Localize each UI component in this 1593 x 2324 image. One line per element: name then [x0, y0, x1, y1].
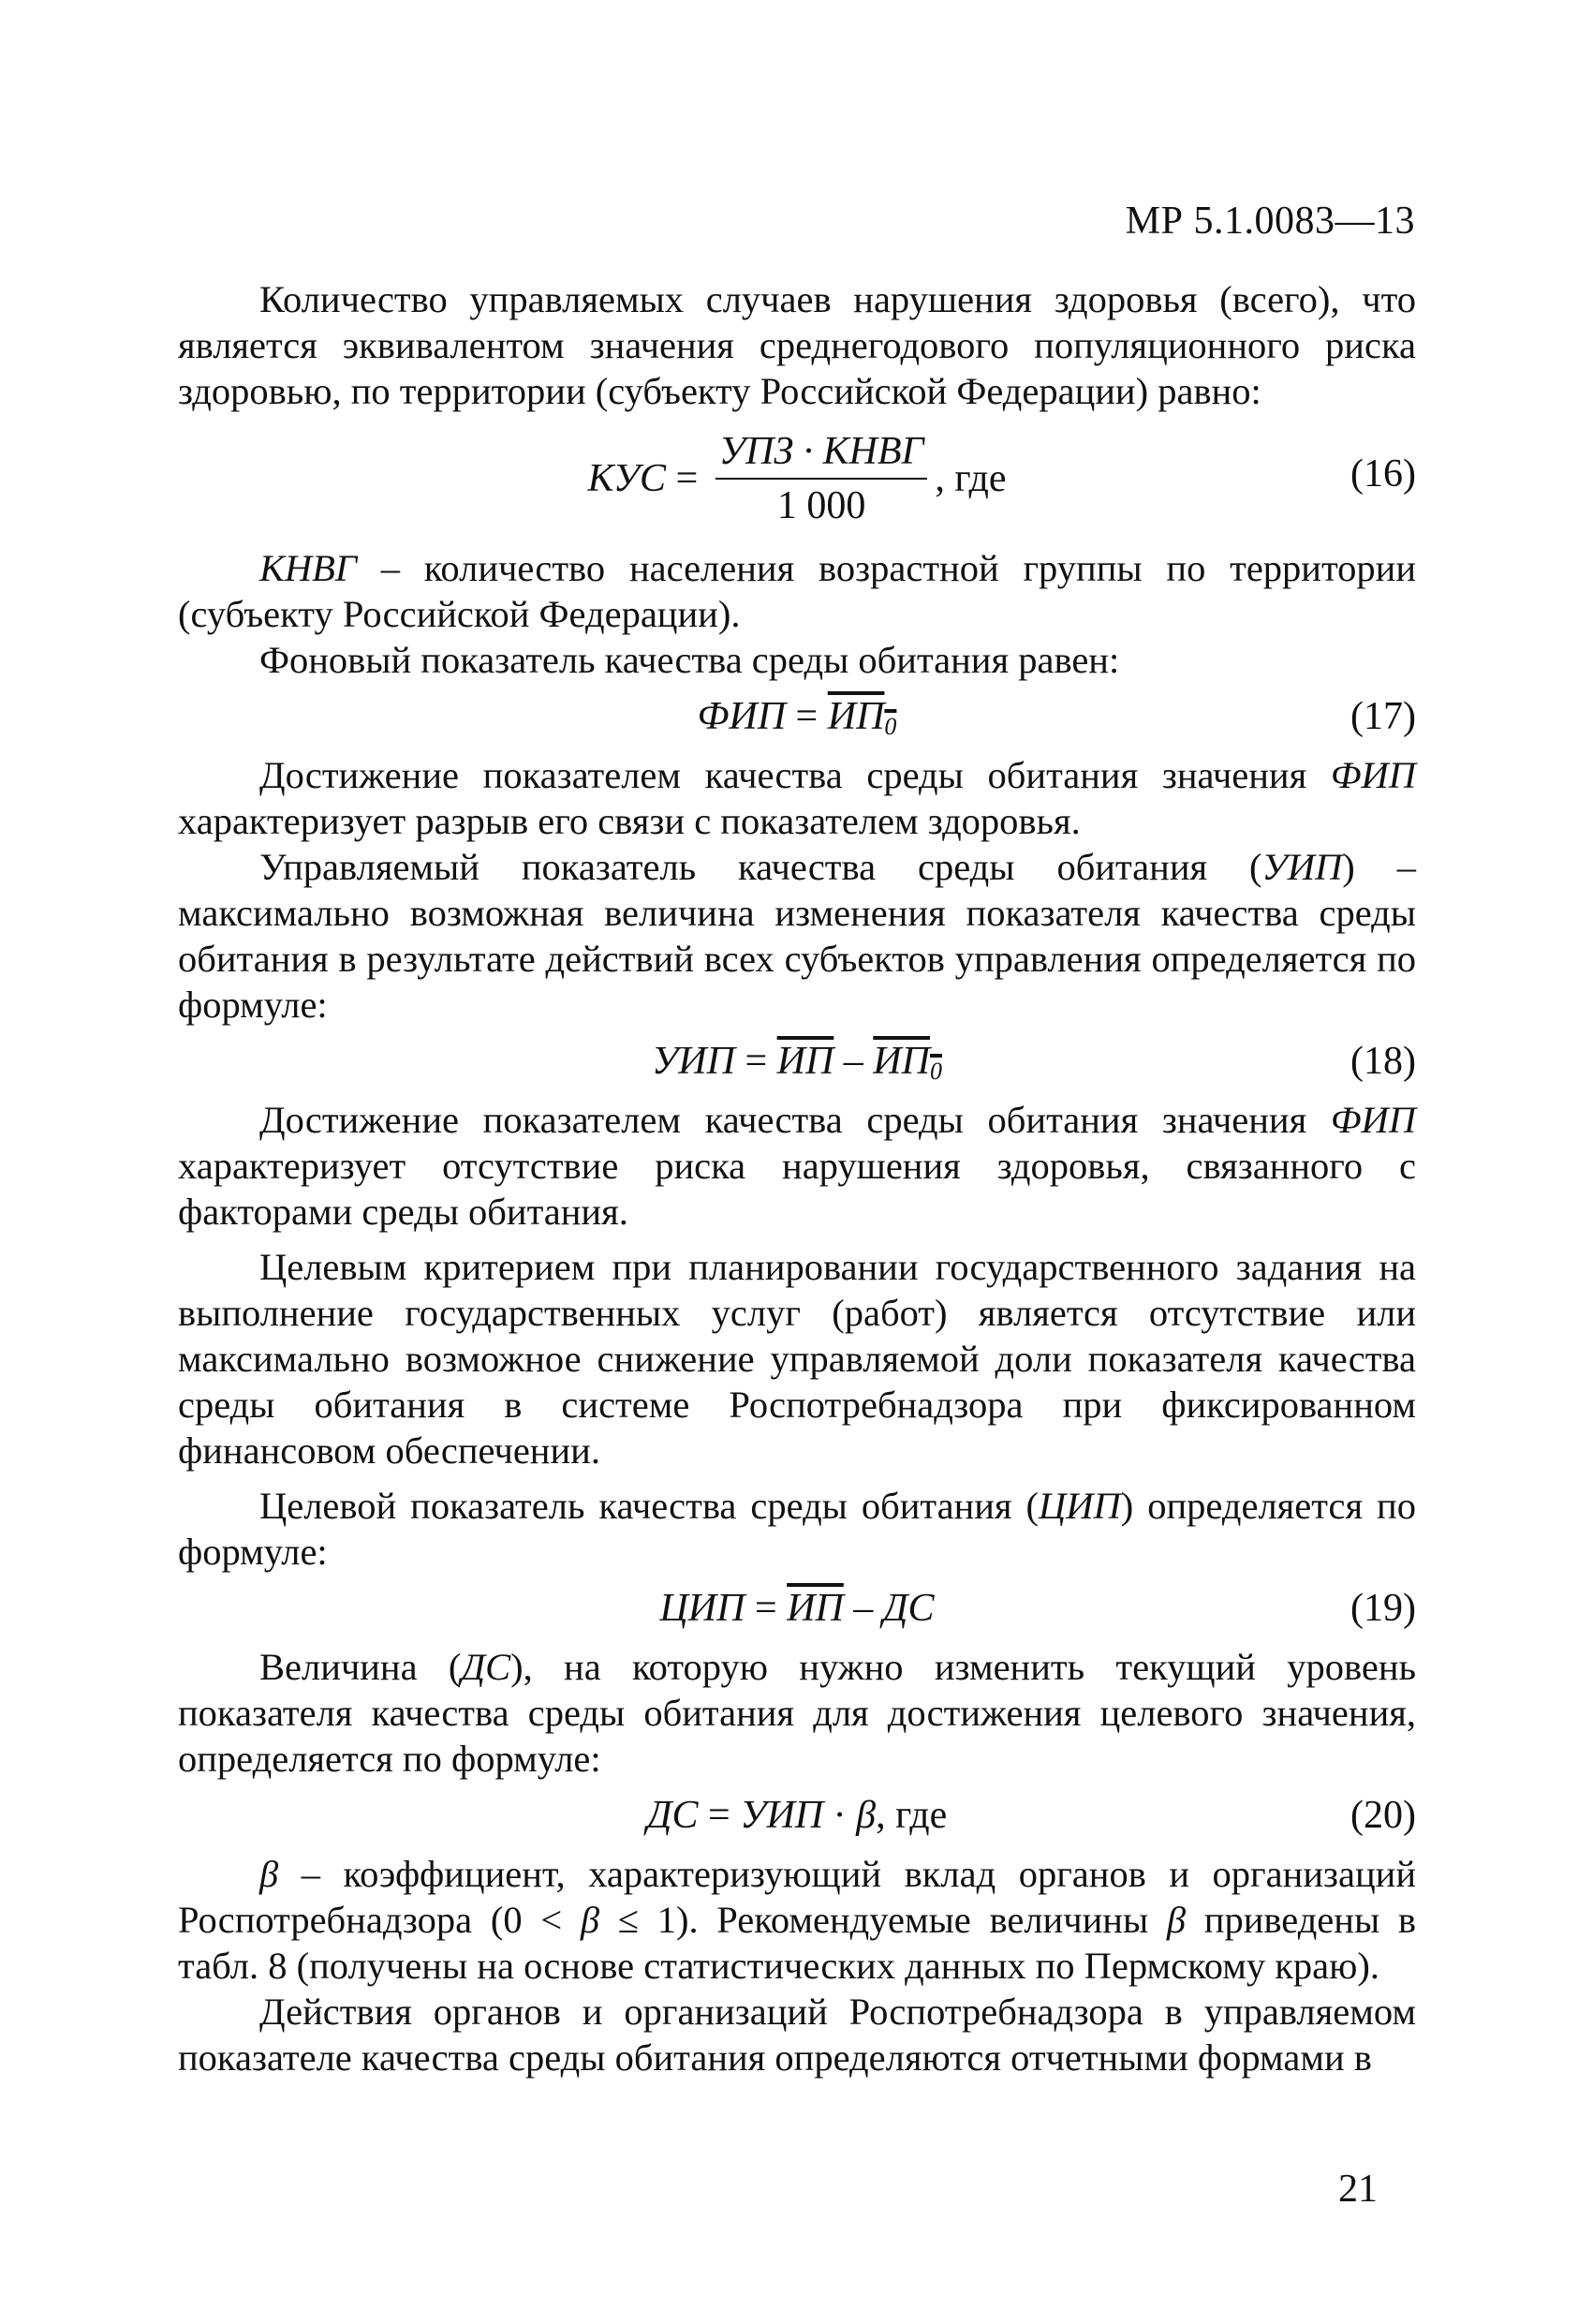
- paragraph: [178, 545, 1416, 637]
- formula-18: [178, 1031, 1416, 1091]
- paragraph-text: Управляемый показатель качества среды обитания (: [259, 846, 1262, 888]
- formula-term: ДС: [882, 1587, 935, 1630]
- paragraph-text: ) – максимально возможная величина изменения показателя качества среды обитания в результате действий всех субъектов управления определяется по формуле:: [178, 846, 1416, 1026]
- formula-term: ИП: [873, 1040, 930, 1083]
- paragraph-text: приведены в табл. 8 (получены на основе статистических данных по Пермскому краю).: [178, 1899, 1416, 1987]
- fraction-denominator: 1 000: [776, 484, 866, 527]
- page-body: [178, 276, 1416, 2080]
- term: β: [1166, 1899, 1187, 1941]
- paragraph: [178, 844, 1416, 1028]
- formula-term: ИП: [776, 1040, 834, 1083]
- formula-number: (20): [1350, 1794, 1416, 1837]
- paragraph: [178, 1097, 1416, 1235]
- term: ДС: [461, 1646, 511, 1688]
- paragraph-text: Достижение показателем качества среды обитания значения: [259, 754, 1331, 796]
- formula-term: УИП: [740, 1794, 824, 1837]
- paragraph: [178, 1483, 1416, 1575]
- paragraph-text: Достижение показателем качества среды обитания значения: [259, 1099, 1331, 1141]
- formula-number: (18): [1350, 1040, 1416, 1083]
- paragraph-text: Величина (: [259, 1646, 462, 1688]
- formula-lhs: ФИП: [697, 695, 787, 738]
- formula-term: β: [856, 1794, 877, 1837]
- fraction-numerator: УПЗ · КНВГ: [715, 427, 928, 480]
- term: β: [259, 1853, 279, 1895]
- paragraph-text: ), на которую нужно изменить текущий уровень показателя качества среды обитания для достижения целевого значения, определяется по формуле:: [178, 1646, 1416, 1780]
- formula-lhs: ЦИП: [659, 1587, 745, 1630]
- term: ФИП: [1330, 754, 1416, 796]
- term: β: [580, 1899, 600, 1941]
- formula-dot: ·: [823, 1794, 857, 1837]
- formula-tail: , где: [876, 1794, 948, 1837]
- paragraph: Количество управляемых случаев нарушения здоровья (всего), что является эквивалентом значения среднегодового популяционного риска здоровью, по территории (субъекту Российской Федерации) равно:: [178, 278, 1416, 412]
- formula-minus: –: [833, 1040, 874, 1083]
- formula-subscript: 0: [929, 1058, 942, 1085]
- term: КНВГ: [259, 547, 357, 589]
- paragraph-text: ) определяется по формуле:: [178, 1485, 1416, 1573]
- term: ФИП: [1330, 1099, 1416, 1141]
- paragraph: [178, 752, 1416, 844]
- formula-19: [178, 1578, 1416, 1638]
- formula-20: [178, 1785, 1416, 1845]
- paragraph: [178, 1851, 1416, 1989]
- formula-minus: –: [843, 1587, 883, 1630]
- paragraph: [178, 1644, 1416, 1782]
- fraction: [715, 427, 928, 530]
- formula-tail: , где: [935, 456, 1007, 500]
- formula-lhs: УИП: [652, 1040, 735, 1083]
- paragraph: Целевым критерием при планировании государственного задания на выполнение государственных услуг (работ) является отсутствие или максимально возможное снижение управляемой доли показателя качества среды обитания в системе Роспотребнадзора при фиксированном финансовом обеспечении.: [178, 1246, 1416, 1472]
- term: ЦИП: [1039, 1485, 1121, 1527]
- paragraph: Фоновый показатель качества среды обитания равен:: [259, 639, 1120, 681]
- document-code: МР 5.1.0083—13: [1125, 200, 1415, 243]
- paragraph: Действия органов и организаций Роспотребнадзора в управляемом показателе качества среды обитания определяются отчетными формами в: [178, 1991, 1416, 2079]
- paragraph-text: Целевой показатель качества среды обитания (: [259, 1485, 1040, 1527]
- paragraph-text: – количество населения возрастной группы по территории (субъекту Российской Федерации).: [178, 547, 1416, 635]
- formula-eq: =: [786, 695, 828, 738]
- formula-lhs: ДС: [646, 1794, 699, 1837]
- term: УИП: [1261, 846, 1343, 888]
- formula-eq: =: [734, 1040, 777, 1083]
- formula-lhs: КУС: [587, 456, 667, 500]
- page-number: 21: [1338, 2168, 1378, 2211]
- formula-number: (17): [1350, 695, 1416, 738]
- paragraph-text: ≤ 1). Рекомендуемые величины: [599, 1899, 1167, 1941]
- formula-subscript: 0: [884, 713, 897, 740]
- formula-number: (19): [1350, 1587, 1416, 1630]
- formula-eq: =: [666, 456, 708, 500]
- paragraph-text: – коэффициент, характеризующий вклад органов и организаций Роспотребнадзора (0 <: [178, 1853, 1416, 1941]
- paragraph-text: характеризует отсутствие риска нарушения здоровья, связанного с факторами среды обитания.: [178, 1145, 1416, 1233]
- formula-overline-term: [873, 1040, 942, 1083]
- formula-term: ИП: [827, 695, 885, 738]
- formula-eq: =: [745, 1587, 788, 1630]
- paragraph-text: характеризует разрыв его связи с показателем здоровья.: [178, 800, 1081, 842]
- formula-eq: =: [698, 1794, 741, 1837]
- formula-number: (16): [1350, 452, 1416, 496]
- formula-term: ИП: [787, 1587, 844, 1630]
- formula-16: [178, 418, 1416, 540]
- formula-17: [178, 687, 1416, 747]
- formula-overline-term: [828, 695, 897, 738]
